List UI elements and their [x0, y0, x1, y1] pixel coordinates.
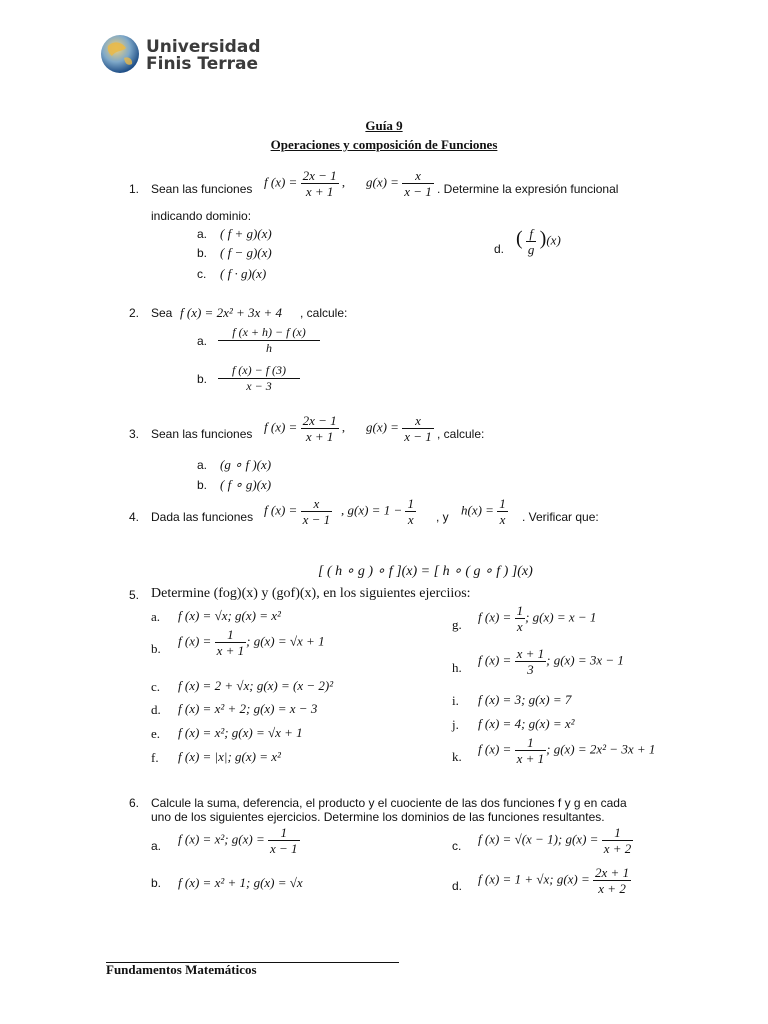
guide-subtitle: Operaciones y composición de Funciones: [270, 137, 498, 152]
p5-d-expr: f (x) = x² + 2; g(x) = x − 3: [178, 701, 318, 716]
p4-g-definition: , g(x) = 1 − $\frac{1}{x}$: [341, 496, 414, 527]
p5-k-expr: f (x) = $\frac{1}{x + 1}$ ; g(x) = 2x² − 3x + 1: [478, 735, 656, 766]
p4-f-definition: f (x) = $\frac{x}{x - 1}$: [264, 496, 331, 527]
p5-intro: Determine (fog)(x) y (gof)(x), en los siguientes ejerciios:: [151, 586, 471, 601]
p1-a-expr: ( f + g)(x): [220, 226, 272, 241]
p2-f-definition: f (x) = 2x² + 3x + 4: [180, 305, 283, 320]
p2-a-expr: $\frac{f (x + h) - f (x)}{h}$: [218, 325, 320, 356]
p5-h-label: h.: [452, 660, 462, 675]
p5-i-expr: f (x) = 3; g(x) = 7: [478, 692, 572, 707]
p1-f-definition: f (x) = $\frac{2x - 1}{x + 1}$ ,: [264, 168, 346, 199]
p4-identity: [ ( h ∘ g ) ∘ f ](x) = [ h ∘ ( g ∘ f ) ](x): [318, 564, 533, 579]
p1-intro: Sean las funciones: [151, 182, 253, 196]
p2-number: 2.: [129, 306, 140, 320]
p5-g-label: g.: [452, 617, 462, 632]
p5-e-label: e.: [151, 726, 161, 741]
p3-a-expr: (g ∘ f )(x): [220, 457, 272, 472]
p5-b-expr: f (x) = $\frac{1}{x + 1}$ ; g(x) = √x + 1: [178, 627, 325, 658]
p6-text-line1: Calcule la suma, deferencia, el producto y el cuociente de las dos funciones f y g en cada: [151, 796, 627, 810]
p1-d-expr: ( $\frac{f}{g}$ )(x): [516, 226, 561, 257]
p6-d-label: d.: [452, 879, 463, 893]
p1-b-label: b.: [197, 246, 208, 260]
p5-c-expr: f (x) = 2 + √x; g(x) = (x − 2)²: [178, 678, 334, 693]
p1-g-definition: g(x) = $\frac{x}{x - 1}$: [366, 168, 432, 199]
p3-b-label: b.: [197, 478, 208, 492]
logo-line-2: Finis Terrae: [146, 54, 259, 74]
p5-a-label: a.: [151, 609, 161, 624]
logo-line-1: Universidad: [146, 37, 261, 57]
p1-d-label: d.: [494, 242, 505, 256]
p5-f-label: f.: [151, 750, 159, 765]
globe-icon: [100, 32, 140, 76]
p1-number: 1.: [129, 182, 140, 196]
p1-instruction-cont: indicando dominio:: [151, 209, 252, 223]
p5-j-label: j.: [452, 717, 459, 732]
p6-a-label: a.: [151, 839, 162, 853]
p5-d-label: d.: [151, 702, 161, 717]
p3-g-definition: g(x) = $\frac{x}{x - 1}$: [366, 413, 432, 444]
p5-c-label: c.: [151, 679, 161, 694]
p3-b-expr: ( f ∘ g)(x): [220, 477, 272, 492]
p2-b-label: b.: [197, 372, 208, 386]
p3-intro: Sean las funciones: [151, 427, 253, 441]
p5-a-expr: f (x) = √x; g(x) = x²: [178, 608, 281, 623]
p5-g-expr: f (x) = $\frac{1}{x}$ ; g(x) = x − 1: [478, 603, 597, 634]
p5-number: 5.: [129, 588, 140, 602]
p2-a-label: a.: [197, 334, 208, 348]
p3-f-definition: f (x) = $\frac{2x - 1}{x + 1}$ ,: [264, 413, 346, 444]
p5-i-label: i.: [452, 693, 459, 708]
p4-intro: Dada las funciones: [151, 510, 254, 524]
p3-a-label: a.: [197, 458, 208, 472]
p6-c-expr: f (x) = √(x − 1); g(x) = $\frac{1}{x + 2}$: [478, 825, 632, 856]
p6-b-label: b.: [151, 876, 162, 890]
p4-tail: . Verificar que:: [522, 510, 599, 524]
p6-number: 6.: [129, 796, 140, 810]
p3-number: 3.: [129, 427, 140, 441]
p4-number: 4.: [129, 510, 140, 524]
p1-b-expr: ( f − g)(x): [220, 245, 272, 260]
p1-a-label: a.: [197, 227, 208, 241]
p5-f-expr: f (x) = |x|; g(x) = x²: [178, 749, 281, 764]
p6-d-expr: f (x) = 1 + √x; g(x) = $\frac{2x + 1}{x + 2}$: [478, 865, 630, 896]
p2-tail: , calcule:: [300, 306, 348, 320]
p1-instruction: . Determine la expresión funcional: [437, 182, 619, 196]
footer-course-name: Fundamentos Matemáticos: [106, 962, 257, 977]
p4-y: , y: [436, 510, 449, 524]
p5-j-expr: f (x) = 4; g(x) = x²: [478, 716, 575, 731]
p4-h-definition: h(x) = $\frac{1}{x}$: [461, 496, 506, 527]
p1-c-expr: ( f · g)(x): [220, 266, 267, 281]
p2-b-expr: $\frac{f (x) - f (3)}{x - 3}$: [218, 363, 300, 394]
p1-c-label: c.: [197, 267, 207, 281]
p6-b-expr: f (x) = x² + 1; g(x) = √x: [178, 875, 303, 890]
p5-e-expr: f (x) = x²; g(x) = √x + 1: [178, 725, 303, 740]
guide-title: Guía 9: [365, 118, 403, 133]
p6-a-expr: f (x) = x²; g(x) = $\frac{1}{x - 1}$: [178, 825, 298, 856]
p3-tail: , calcule:: [437, 427, 485, 441]
p5-h-expr: f (x) = $\frac{x + 1}{3}$ ; g(x) = 3x − 1: [478, 646, 624, 677]
p6-text-line2: uno de los siguientes ejercicios. Determine los dominios de las funciones resultantes.: [151, 810, 605, 824]
p6-c-label: c.: [452, 839, 462, 853]
p2-intro: Sea: [151, 306, 173, 320]
p5-b-label: b.: [151, 641, 161, 656]
p5-k-label: k.: [452, 749, 462, 764]
